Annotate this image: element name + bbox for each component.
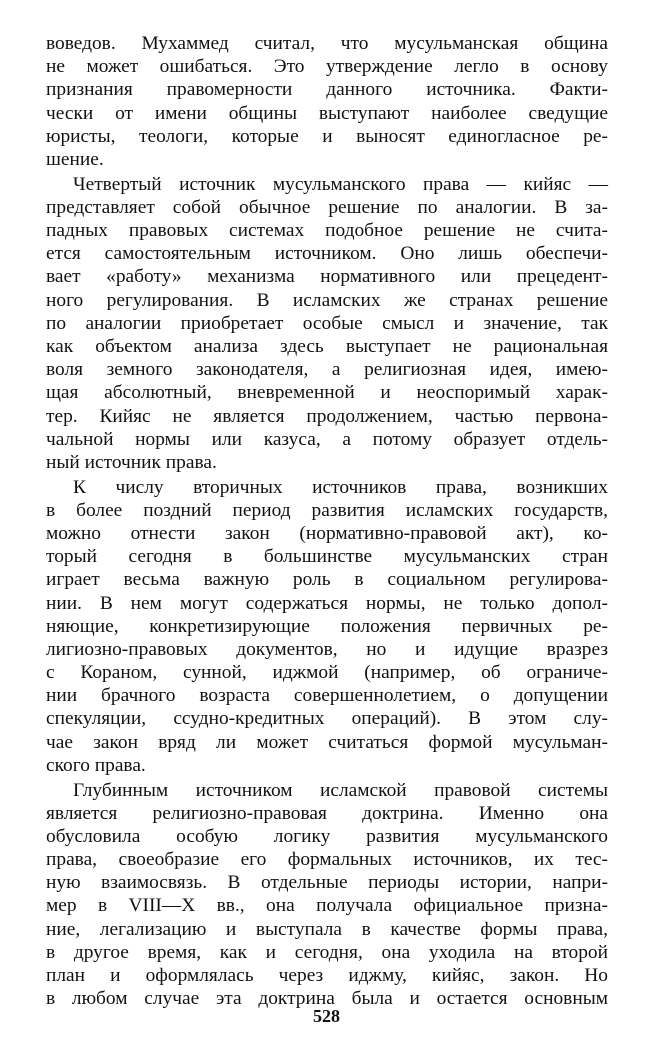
text-line: воведов. Мухаммед считал, что мусульманская община <box>46 33 608 54</box>
text-line: Четвертый источник мусульманского права — кийяс — <box>73 173 608 195</box>
text-line: мер в VIII—X вв., она получала официальное призна- <box>46 895 608 917</box>
text-line: няющие, конкретизирующие положения первичных ре- <box>46 615 608 637</box>
text-line: щая абсолютный, вневременной и неоспоримый харак- <box>46 382 608 404</box>
text-line: ного регулирования. В исламских же странах решение <box>46 289 608 311</box>
text-line: является религиозно-правовая доктрина. Именно она <box>46 802 608 824</box>
text-line: обусловила особую логику развития мусульманского <box>46 825 608 847</box>
text-line: юристы, теологи, которые и выносят единогласное ре- <box>46 125 608 147</box>
text-line: чальной нормы или казуса, а потому образует отдель- <box>46 428 608 450</box>
text-line: чески от имени общины выступают наиболее сведущие <box>46 102 608 124</box>
text-line: в другое время, как и сегодня, она уходила на второй <box>46 941 608 963</box>
paragraph-2 <box>46 173 608 474</box>
text-line: лигиозно-правовых документов, но и идущие вразрез <box>46 638 608 660</box>
text-line: с Кораном, сунной, иджмой (например, об ограниче- <box>46 662 608 684</box>
text-line: вает «работу» механизма нормативного или прецедент- <box>46 266 608 288</box>
text-line: падных правовых системах подобное решение не счита- <box>46 220 608 241</box>
text-line: ется самостоятельным источником. Оно лишь обеспечи- <box>46 243 608 265</box>
text-line: ную взаимосвязь. В отдельные периоды истории, напри- <box>46 872 608 894</box>
text-line: признания правомерности данного источника. Факти- <box>46 79 608 101</box>
paragraph-1 <box>46 32 608 171</box>
page-text <box>46 32 608 1012</box>
text-line: нии. В нем могут содержаться нормы, не только допол- <box>46 592 608 614</box>
text-line: права, своеобразие его формальных источников, их тес- <box>46 849 608 871</box>
text-line: в более поздний период развития исламских государств, <box>46 499 608 521</box>
text-line: ный источник права. <box>46 451 217 473</box>
text-line: ского права. <box>46 754 146 776</box>
text-line: ние, легализацию и выступала в качестве формы права, <box>46 918 608 940</box>
paragraph-4 <box>46 779 608 1011</box>
text-line: торый сегодня в большинстве мусульманских стран <box>46 546 608 568</box>
page-number: 528 <box>313 1006 340 1026</box>
text-line: играет весьма важную роль в социальном регулирова- <box>46 569 608 591</box>
text-line: как объектом анализа здесь выступает не рациональная <box>46 335 608 357</box>
text-line: план и оформлялась через иджму, кийяс, закон. Но <box>46 965 608 986</box>
text-line: нии брачного возраста совершеннолетием, о допущении <box>46 685 608 707</box>
text-line: шение. <box>46 148 104 170</box>
text-line: Глубинным источником исламской правовой системы <box>73 779 608 801</box>
text-line: в любом случае эта доктрина была и остается основным <box>46 988 608 1010</box>
text-line: К числу вторичных источников права, возникших <box>73 476 608 498</box>
text-line: по аналогии приобретает особые смысл и значение, так <box>46 312 608 334</box>
text-line: воля земного законодателя, а религиозная идея, имею- <box>46 359 608 381</box>
paragraph-3 <box>46 476 608 777</box>
text-line: чае закон вряд ли может считаться формой мусульман- <box>46 731 608 753</box>
text-line: спекуляции, ссудно-кредитных операций). В этом слу- <box>46 708 608 730</box>
text-line: не может ошибаться. Это утверждение легло в основу <box>46 56 608 78</box>
text-line: представляет собой обычное решение по аналогии. В за- <box>46 196 608 218</box>
text-line: можно отнести закон (нормативно-правовой акт), ко- <box>46 522 608 544</box>
text-line: тер. Кийяс не является продолжением, частью первона- <box>46 405 608 427</box>
